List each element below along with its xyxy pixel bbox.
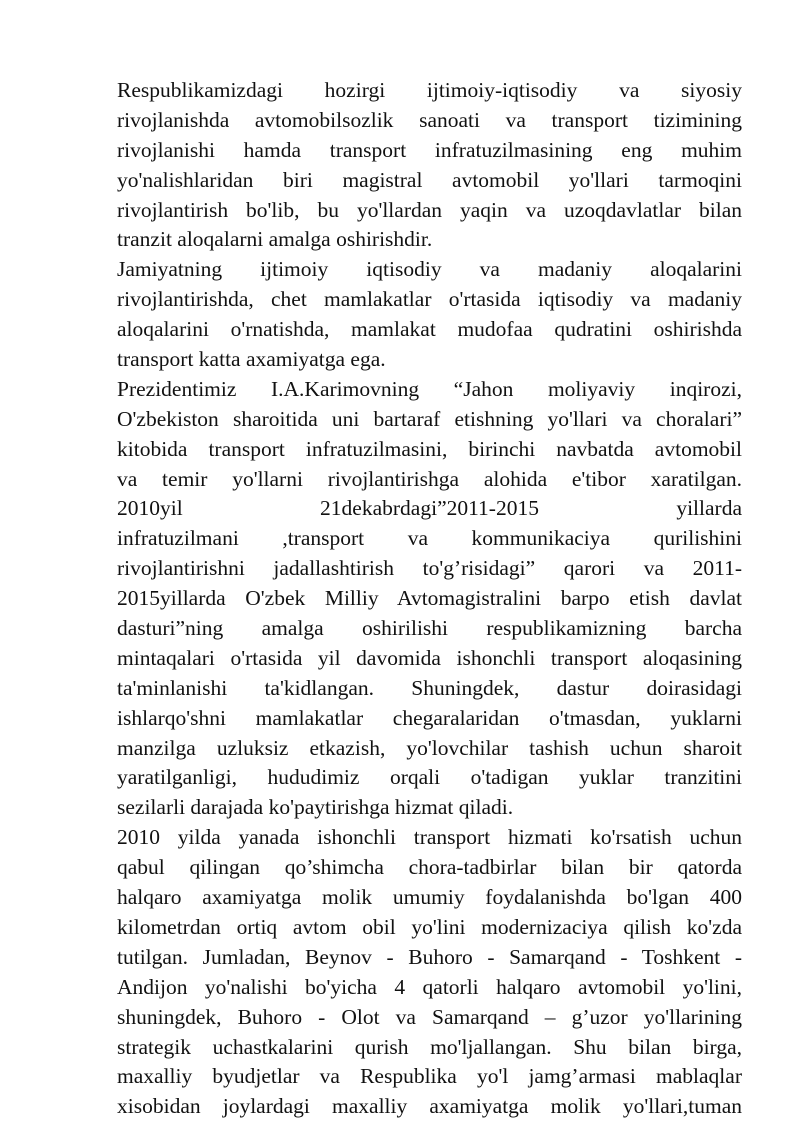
text-line: yaratilganligi, hududimiz orqali o'tadigan yuklar tranzitini [117,765,742,790]
text-line: strategik uchastkalarini qurish mo'ljallangan. Shu bilan birga, [117,1034,742,1059]
text-line: Respublikamizdagi hozirgi ijtimoiy-iqtisodiy va siyosiy [117,78,742,102]
document-page [117,76,742,1122]
paragraph-1 [117,76,742,255]
text-line: yo'nalishlaridan biri magistral avtomobil yo'llari tarmoqini [117,167,742,192]
text-line: tranzit aloqalarni amalga oshirishdir. [117,227,433,252]
text-line: aloqalarini o'rnatishda, mamlakat mudofaa qudratini oshirishda [117,317,742,342]
text-line: ta'minlanishi ta'kidlangan. Shuningdek, dastur doirasidagi [117,675,742,700]
text-line: Jamiyatning ijtimoiy iqtisodiy va madaniy aloqalarini [117,257,742,282]
text-line: rivojlantirishda, chet mamlakatlar o'rtasida iqtisodiy va madaniy [117,287,742,312]
text-line: xisobidan joylardagi maxalliy axamiyatga molik yo'llari,tuman [117,1094,742,1119]
text-line: qabul qilingan qo’shimcha chora-tadbirlar bilan bir qatorda [117,855,742,880]
text-line: O'zbekiston sharoitida uni bartaraf etishning yo'llari va choralari” [117,406,742,431]
text-line: va temir yo'llarni rivojlantirishga alohida e'tibor xaratilgan. [117,466,742,491]
text-line: mintaqalari o'rtasida yil davomida ishonchli transport aloqasining [117,645,742,670]
text-line: maxalliy byudjetlar va Respublika yo'l jamg’armasi mablaqlar [117,1064,742,1089]
text-line: infratuzilmani ,transport va kommunikaciya qurilishini [117,526,742,551]
text-line: rivojlantirishni jadallashtirish to'g’risidagi” qarori va 2011- [117,556,742,581]
paragraph-2 [117,255,742,375]
text-line: 2010yil 21dekabrdagi”2011-2015 yillarda [117,496,742,521]
text-line: dasturi”ning amalga oshirilishi respublikamizning barcha [117,616,742,641]
text-line: rivojlanishi hamda transport infratuzilmasining eng muhim [117,137,742,162]
text-line: halqaro axamiyatga molik umumiy foydalanishda bo'lgan 400 [117,885,742,910]
text-line: tutilgan. Jumladan, Beynov - Buhoro - Samarqand - Toshkent - [117,944,742,969]
text-line: 2015yillarda O'zbek Milliy Avtomagistralini barpo etish davlat [117,586,742,611]
text-line: kitobida transport infratuzilmasini, birinchi navbatda avtomobil [117,436,742,461]
text-line: Andijon yo'nalishi bo'yicha 4 qatorli halqaro avtomobil yo'lini, [117,974,742,999]
text-line: sezilarli darajada ko'paytirishga hizmat qiladi. [117,795,514,820]
paragraph-4 [117,823,742,1122]
text-line: manzilga uzluksiz etkazish, yo'lovchilar tashish uchun sharoit [117,735,742,760]
paragraph-3 [117,375,742,823]
text-line: ishlarqo'shni mamlakatlar chegaralaridan o'tmasdan, yuklarni [117,705,742,730]
text-line: kilometrdan ortiq avtom obil yo'lini modernizaciya qilish ko'zda [117,914,742,939]
text-line: rivojlantirish bo'lib, bu yo'llardan yaqin va uzoqdavlatlar bilan [117,197,742,222]
text-line: 2010 yilda yanada ishonchli transport hizmati ko'rsatish uchun [117,825,742,850]
text-line: Prezidentimiz I.A.Karimovning “Jahon moliyaviy inqirozi, [117,376,742,401]
text-line: rivojlanishda avtomobilsozlik sanoati va transport tizimining [117,107,742,132]
text-line: transport katta axamiyatga ega. [117,347,386,372]
text-line: shuningdek, Buhoro - Olot va Samarqand – g’uzor yo'llarining [117,1004,742,1029]
